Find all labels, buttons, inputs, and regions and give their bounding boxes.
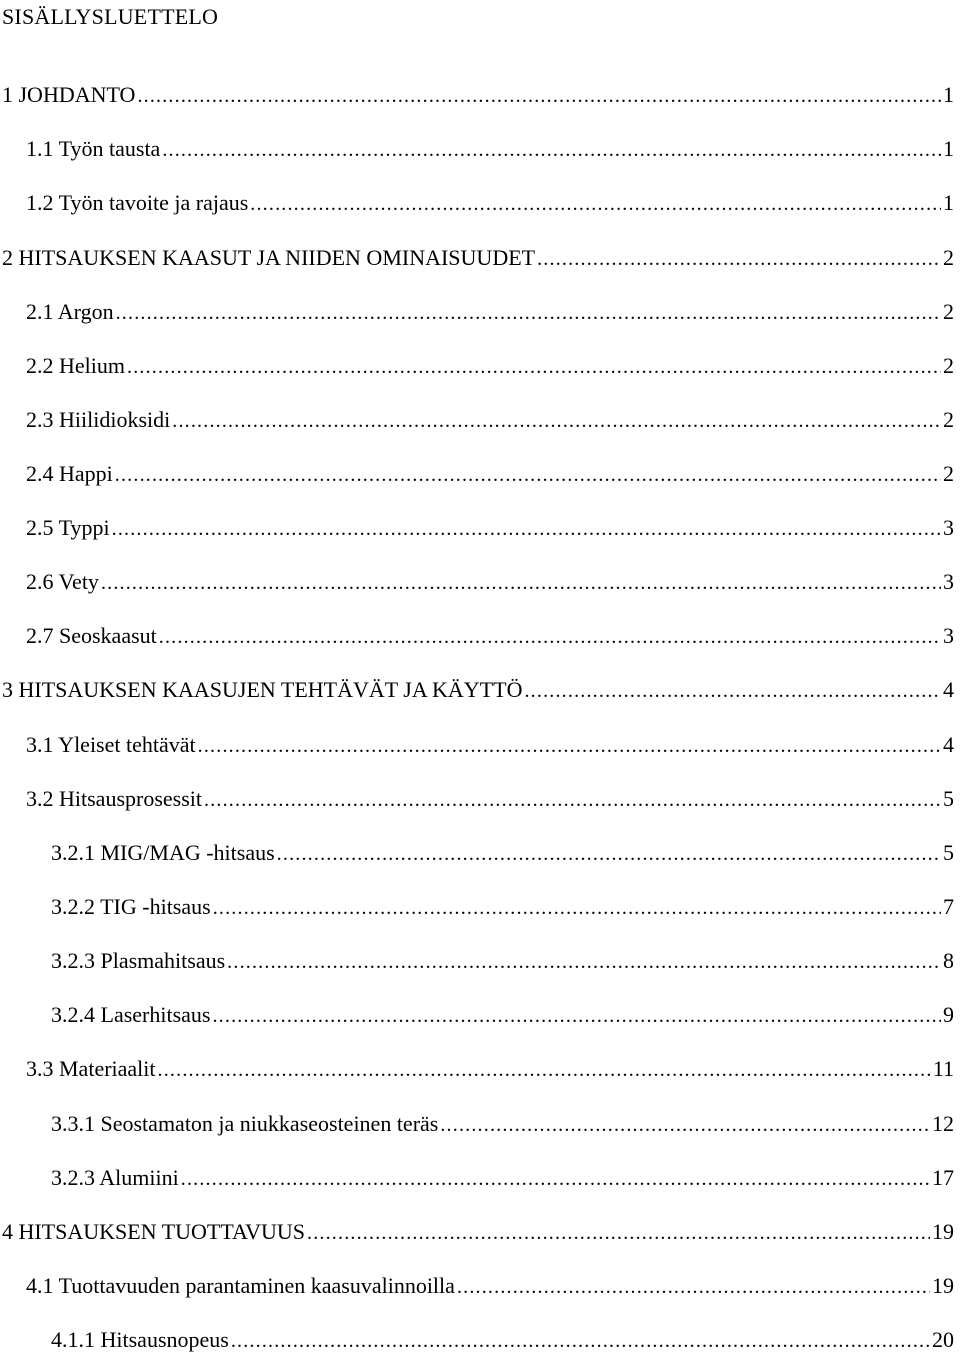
dot-leader [524,677,941,704]
dot-leader [112,515,941,542]
dot-leader [137,82,941,109]
toc-page-number: 2 [943,461,954,486]
toc-page-number: 4 [943,677,954,702]
dot-leader [181,1165,930,1192]
dot-leader [158,1056,931,1083]
toc-entry-2-hitsauksen-kaasut[interactable] [2,244,954,272]
toc-entry-text: 2.3 Hiilidioksidi [26,407,171,432]
toc-page-number: 2 [943,299,954,324]
dot-leader [250,190,941,217]
dot-leader [227,948,941,975]
toc-entry-4-1-tuottavuuden-parantaminen[interactable] [26,1272,954,1300]
toc-entry-2-2-helium[interactable] [26,352,954,380]
dot-leader [231,1327,930,1354]
dot-leader [212,1002,941,1029]
toc-entry-3-3-materiaalit[interactable] [26,1055,954,1083]
toc-entry-4-1-1-hitsausnopeus[interactable] [51,1326,954,1354]
dot-leader [277,840,941,867]
toc-entry-text: 3.2.1 MIG/MAG -hitsaus [51,840,275,865]
toc-page-number: 2 [943,245,954,270]
toc-entry-text: 2.5 Typpi [26,515,110,540]
dot-leader [127,353,941,380]
toc-entry-text: 3.2.2 TIG -hitsaus [51,894,211,919]
toc-entry-text: 4 HITSAUKSEN TUOTTAVUUS [2,1219,305,1244]
page-title: SISÄLLYSLUETTELO [2,4,219,29]
toc-entry-3-2-2-tig[interactable] [51,893,954,921]
toc-entry-2-4-happi[interactable] [26,460,954,488]
toc-entry-3-2-3-alumiini[interactable] [51,1164,954,1192]
dot-leader [162,136,941,163]
toc-page-number: 11 [932,1056,954,1081]
toc-page-number: 3 [943,623,954,648]
toc-page-number: 8 [943,948,954,973]
toc-page-number: 9 [943,1002,954,1027]
toc-page-number: 7 [943,894,954,919]
toc-entry-text: 3 HITSAUKSEN KAASUJEN TEHTÄVÄT JA KÄYTTÖ [2,677,523,702]
toc-entry-text: 3.3.1 Seostamaton ja niukkaseosteinen teräs [51,1111,439,1136]
toc-page-number: 19 [932,1219,954,1244]
toc-page-number: 2 [943,353,954,378]
toc-entry-text: 4.1.1 Hitsausnopeus [51,1327,229,1352]
toc-entry-1-johdanto[interactable] [2,81,954,109]
toc-entry-3-2-1-mig-mag[interactable] [51,839,954,867]
toc-entry-2-3-hiilidioksidi[interactable] [26,406,954,434]
toc-entry-text: 3.2 Hitsausprosessit [26,786,202,811]
toc-page-number: 5 [943,786,954,811]
toc-entry-text: 3.3 Materiaalit [26,1056,156,1081]
dot-leader [457,1273,930,1300]
dot-leader [204,786,941,813]
toc-entry-text: 2.7 Seoskaasut [26,623,157,648]
dot-leader [159,623,941,650]
toc-page-number: 5 [943,840,954,865]
toc-page-number: 4 [943,732,954,757]
dot-leader [172,407,941,434]
dot-leader [537,245,941,272]
toc-entry-text: 2 HITSAUKSEN KAASUT JA NIIDEN OMINAISUUDET [2,245,536,270]
toc-entry-3-1-yleiset-tehtavat[interactable] [26,731,954,759]
dot-leader [198,732,941,759]
toc-entry-2-6-vety[interactable] [26,568,954,596]
toc-entry-text: 4.1 Tuottavuuden parantaminen kaasuvalinnoilla [26,1273,455,1298]
dot-leader [307,1219,930,1246]
toc-entry-text: 2.1 Argon [26,299,114,324]
toc-page-number: 1 [943,82,954,107]
toc-entry-text: 3.2.3 Alumiini [51,1165,179,1190]
toc-page-number: 3 [943,515,954,540]
toc-page-number: 3 [943,569,954,594]
toc-entry-text: 3.2.4 Laserhitsaus [51,1002,211,1027]
toc-entry-2-5-typpi[interactable] [26,514,954,542]
toc-page-number: 17 [932,1165,954,1190]
toc-page-number: 1 [943,190,954,215]
toc-entry-4-hitsauksen-tuottavuus[interactable] [2,1218,954,1246]
toc-entry-3-2-hitsausprosessit[interactable] [26,785,954,813]
dot-leader [440,1111,930,1138]
toc-page-number: 1 [943,136,954,161]
toc-entry-3-kaasujen-tehtavat[interactable] [2,676,954,704]
toc-entry-text: 3.1 Yleiset tehtävät [26,732,196,757]
toc-entry-3-2-4-laserhitsaus[interactable] [51,1001,954,1029]
toc-entry-2-7-seoskaasut[interactable] [26,622,954,650]
dot-leader [101,569,941,596]
dot-leader [115,461,941,488]
toc-entry-text: 2.2 Helium [26,353,125,378]
dot-leader [213,894,941,921]
toc-entry-1-2-tyon-tavoite[interactable] [26,189,954,217]
toc-page-number: 19 [932,1273,954,1298]
toc-page-number: 12 [932,1111,954,1136]
toc-entry-2-1-argon[interactable] [26,298,954,326]
toc-page-number: 2 [943,407,954,432]
toc-entry-text: 2.4 Happi [26,461,113,486]
toc-entry-3-3-1-seostamaton-teras[interactable] [51,1110,954,1138]
toc-entry-text: 2.6 Vety [26,569,99,594]
toc-entry-text: 1 JOHDANTO [2,82,136,107]
toc-entry-1-1-tyon-tausta[interactable] [26,135,954,163]
dot-leader [116,299,941,326]
toc-entry-3-2-3-plasmahitsaus[interactable] [51,947,954,975]
toc-entry-text: 1.1 Työn tausta [26,136,161,161]
toc-entry-text: 3.2.3 Plasmahitsaus [51,948,226,973]
toc-entry-text: 1.2 Työn tavoite ja rajaus [26,190,249,215]
toc-page-number: 20 [932,1327,954,1352]
